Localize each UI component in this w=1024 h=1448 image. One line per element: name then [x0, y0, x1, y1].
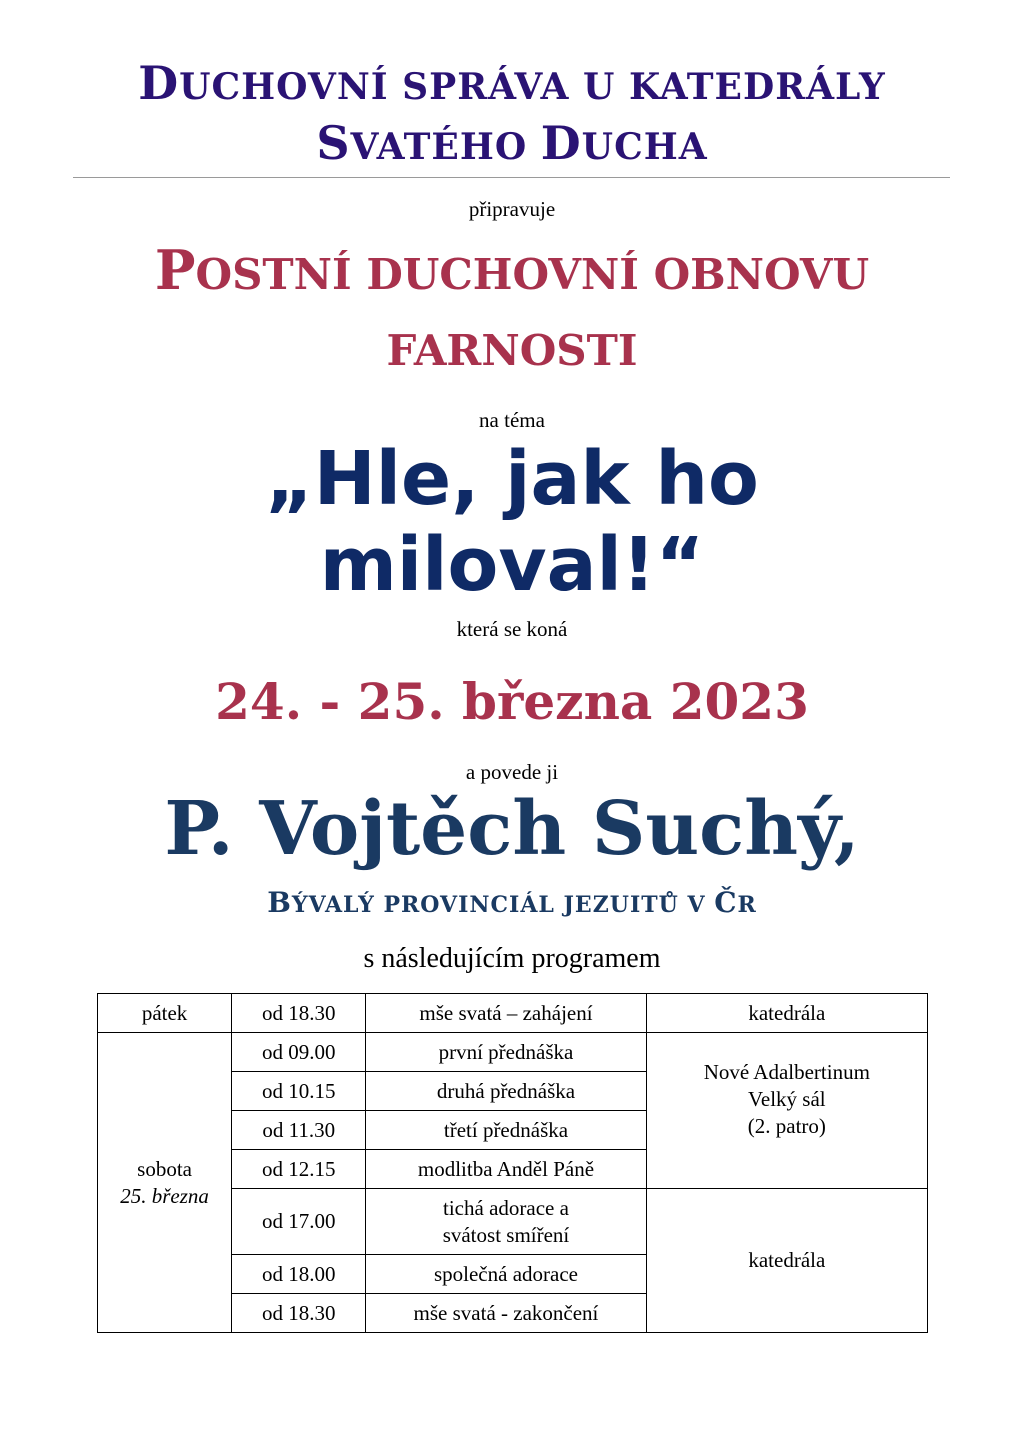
speaker-name: P. Vojtěch Suchý,	[164, 786, 860, 872]
day-cell	[98, 1033, 232, 1333]
time-cell: od 10.15	[232, 1072, 366, 1111]
time-cell: od 18.00	[232, 1255, 366, 1294]
table-row	[98, 994, 928, 1033]
speaker-role: BÝVALÝ PROVINCIÁL JEZUITŮ V ČR	[267, 886, 757, 919]
time-cell: od 18.30	[232, 994, 366, 1033]
time-cell: od 09.00	[232, 1033, 366, 1072]
time-cell: od 11.30	[232, 1111, 366, 1150]
activity-cell: modlitba Anděl Páně	[366, 1150, 646, 1189]
activity-cell: druhá přednáška	[366, 1072, 646, 1111]
saturday-day: sobota	[137, 1156, 192, 1181]
prepares-text: připravuje	[468, 197, 556, 221]
theme-line-2: miloval!“	[319, 522, 705, 608]
schedule-table	[97, 993, 928, 1333]
activity-cell: první přednáška	[366, 1033, 646, 1072]
header-line-2: SVATÉHO DUCHA	[316, 116, 708, 170]
activity-cell: společná adorace	[366, 1255, 646, 1294]
activity-cell: mše svatá - zakončení	[366, 1294, 646, 1333]
time-cell: od 17.00	[232, 1189, 366, 1255]
theme-intro: na téma	[479, 408, 545, 432]
place-cell: Nové Adalbertinum Velký sál (2. patro)	[646, 1033, 927, 1189]
header-divider	[73, 177, 950, 178]
saturday-date: 25. března	[120, 1183, 209, 1208]
when-intro: která se koná	[456, 617, 568, 641]
table-row	[98, 1033, 928, 1072]
activity-cell: tichá adorace a svátost smíření	[366, 1189, 646, 1255]
theme-line-1: „Hle, jak ho	[265, 436, 759, 522]
time-cell: od 12.15	[232, 1150, 366, 1189]
day-cell: pátek	[98, 994, 232, 1033]
event-date: 24. - 25. března 2023	[215, 672, 809, 731]
place-cell: katedrála	[646, 994, 927, 1033]
header-line-1: DUCHOVNÍ SPRÁVA U KATEDRÁLY	[138, 56, 886, 110]
place-cell: katedrála	[646, 1189, 927, 1333]
event-title-line-1: POSTNÍ DUCHOVNÍ OBNOVU	[154, 238, 870, 302]
activity-cell: mše svatá – zahájení	[366, 994, 646, 1033]
program-intro: s následujícím programem	[363, 943, 661, 974]
time-cell: od 18.30	[232, 1294, 366, 1333]
activity-cell: třetí přednáška	[366, 1111, 646, 1150]
event-title-line-2: FARNOSTI	[386, 326, 638, 375]
leader-intro: a povede ji	[465, 760, 559, 784]
